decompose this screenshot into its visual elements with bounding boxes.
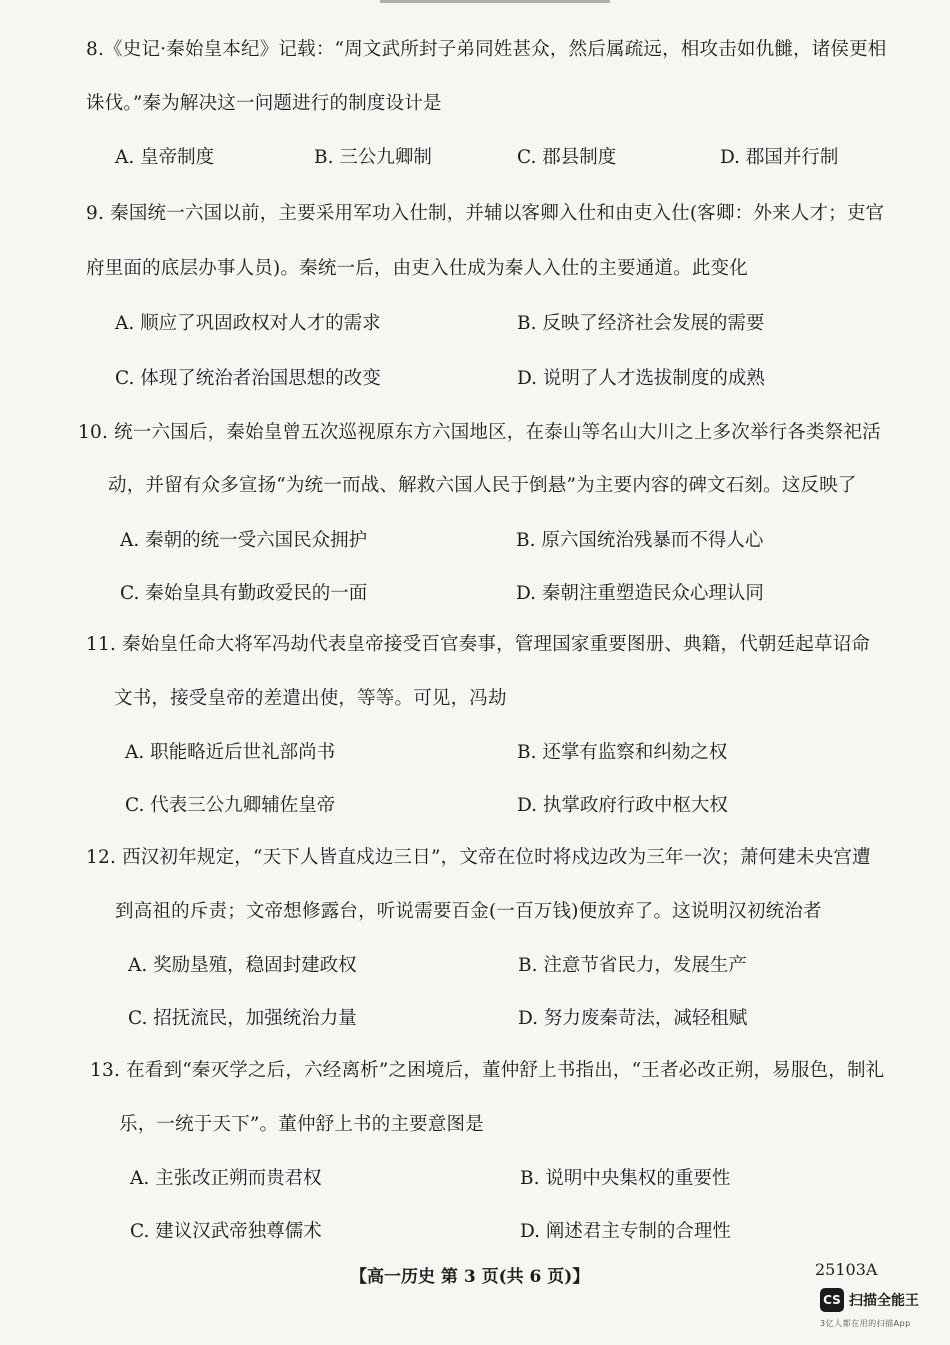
q13-option-d: D. 阐述君主专制的合理性 — [520, 1221, 731, 1242]
q12-line-2: 到高祖的斥责；文帝想修露台，听说需要百金(一百万钱)便放弃了。这说明汉初统治者 — [115, 901, 822, 922]
scanner-watermark — [820, 1288, 940, 1338]
q13-option-c: C. 建议汉武帝独尊儒术 — [130, 1221, 322, 1242]
q12-option-d: D. 努力废秦苛法，减轻租赋 — [518, 1008, 748, 1029]
q9-line-1: 9. 秦国统一六国以前，主要采用军功入仕制，并辅以客卿入仕和由吏入仕(客卿：外来人才；吏官 — [86, 203, 885, 224]
q10-line-1: 10. 统一六国后，秦始皇曾五次巡视原东方六国地区，在泰山等名山大川之上多次举行各类祭祀活 — [78, 422, 881, 443]
q8-option-d: D. 郡国并行制 — [720, 147, 839, 168]
q10-line-2: 动，并留有众多宣扬“为统一而战、解救六国人民于倒悬”为主要内容的碑文石刻。这反映了 — [108, 475, 857, 496]
q8-line-2: 诛伐。”秦为解决这一问题进行的制度设计是 — [86, 93, 442, 114]
q11-line-2: 文书，接受皇帝的差遣出使，等等。可见，冯劫 — [114, 688, 507, 709]
exam-code: 25103A — [815, 1260, 878, 1279]
q11-option-b: B. 还掌有监察和纠劾之权 — [517, 742, 728, 763]
q12-line-1: 12. 西汉初年规定，“天下人皆直戍边三日”，文帝在位时将戍边改为三年一次；萧何建未央宫遭 — [86, 847, 871, 868]
scan-edge-mark — [380, 0, 610, 3]
q10-option-a: A. 秦朝的统一受六国民众拥护 — [120, 530, 368, 551]
camscanner-slogan: 3亿人都在用的扫描App — [820, 1319, 911, 1328]
q11-option-d: D. 执掌政府行政中枢大权 — [517, 795, 728, 816]
q13-option-b: B. 说明中央集权的重要性 — [520, 1168, 731, 1189]
q8-option-c: C. 郡县制度 — [517, 147, 617, 168]
q11-option-c: C. 代表三公九卿辅佐皇帝 — [125, 795, 336, 816]
page-number: 【高一历史 第 3 页(共 6 页)】 — [350, 1267, 590, 1287]
q13-line-2: 乐，一统于天下”。董仲舒上书的主要意图是 — [119, 1114, 484, 1135]
q8-option-a: A. 皇帝制度 — [115, 147, 215, 168]
q10-option-b: B. 原六国统治残暴而不得人心 — [516, 530, 764, 551]
q9-option-b: B. 反映了经济社会发展的需要 — [517, 313, 765, 334]
q8-option-b: B. 三公九卿制 — [314, 147, 432, 168]
q13-option-a: A. 主张改正朔而贵君权 — [130, 1168, 322, 1189]
q11-line-1: 11. 秦始皇任命大将军冯劫代表皇帝接受百官奏事，管理国家重要图册、典籍，代朝廷起草诏命 — [86, 634, 871, 655]
q10-option-c: C. 秦始皇具有勤政爱民的一面 — [120, 583, 368, 604]
q10-option-d: D. 秦朝注重塑造民众心理认同 — [516, 583, 764, 604]
q9-option-a: A. 顺应了巩固政权对人才的需求 — [115, 313, 381, 334]
q9-option-d: D. 说明了人才选拔制度的成熟 — [517, 368, 765, 389]
q12-option-c: C. 招抚流民，加强统治力量 — [128, 1008, 357, 1029]
camscanner-logo-icon: CS — [820, 1288, 844, 1312]
q12-option-a: A. 奖励垦殖，稳固封建政权 — [128, 955, 357, 976]
q13-line-1: 13. 在看到“秦灭学之后，六经离析”之困境后，董仲舒上书指出，“王者必改正朔，易服色，制礼 — [90, 1060, 885, 1081]
q11-option-a: A. 职能略近后世礼部尚书 — [125, 742, 336, 763]
q8-line-1: 8.《史记·秦始皇本纪》记载：“周文武所封子弟同姓甚众，然后属疏远，相攻击如仇雠，诸侯更相 — [86, 39, 887, 60]
q9-line-2: 府里面的底层办事人员)。秦统一后，由吏入仕成为秦人入仕的主要通道。此变化 — [86, 258, 748, 279]
camscanner-name: 扫描全能王 — [849, 1293, 919, 1309]
page-footer — [0, 1262, 950, 1292]
q9-option-c: C. 体现了统治者治国思想的改变 — [115, 368, 381, 389]
q12-option-b: B. 注意节省民力，发展生产 — [518, 955, 747, 976]
